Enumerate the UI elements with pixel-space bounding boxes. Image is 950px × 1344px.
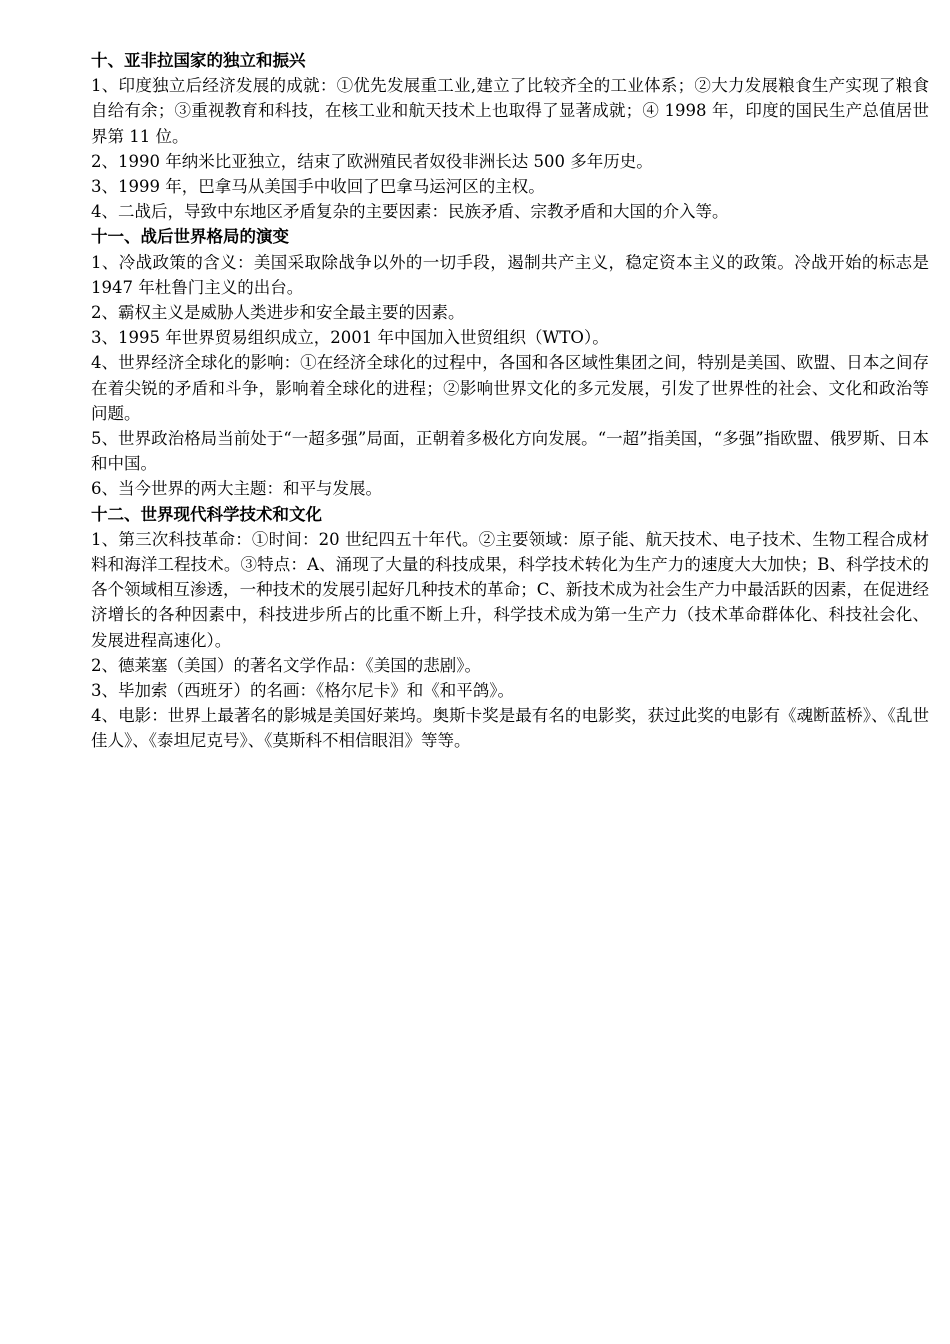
paragraph-item: 3、毕加索（西班牙）的名画：《格尔尼卡》和《和平鸽》。 — [91, 681, 514, 701]
section-heading: 十、亚非拉国家的独立和振兴 — [91, 51, 306, 70]
paragraph-item: 1、冷战政策的含义：美国采取除战争以外的一切手段，遏制共产主义，稳定资本主义的政策。冷战开始的标志是 1947 年杜鲁门主义的出台。 — [91, 252, 929, 297]
paragraph-item: 3、1995 年世界贸易组织成立，2001 年中国加入世贸组织（WTO）。 — [91, 328, 609, 348]
paragraph-item: 2、德莱塞（美国）的著名文学作品：《美国的悲剧》。 — [91, 655, 481, 675]
document-page — [91, 48, 929, 754]
paragraph-item: 2、霸权主义是威胁人类进步和安全最主要的因素。 — [91, 303, 465, 323]
paragraph-item: 4、电影：世界上最著名的影城是美国好莱坞。奥斯卡奖是最有名的电影奖，获过此奖的电影有《魂断蓝桥》、《乱世佳人》、《泰坦尼克号》、《莫斯科不相信眼泪》等等。 — [91, 706, 929, 751]
section-independence — [91, 48, 929, 224]
paragraph-item: 4、二战后，导致中东地区矛盾复杂的主要因素：民族矛盾、宗教矛盾和大国的介入等。 — [91, 202, 729, 222]
paragraph-item: 3、1999 年，巴拿马从美国手中收回了巴拿马运河区的主权。 — [91, 177, 545, 197]
paragraph-item: 6、当今世界的两大主题：和平与发展。 — [91, 479, 382, 499]
section-world-pattern — [91, 224, 929, 501]
section-science-culture — [91, 502, 929, 754]
paragraph-item: 1、第三次科技革命：①时间：20 世纪四五十年代。②主要领域：原子能、航天技术、电子技术、生物工程合成材料和海洋工程技术。③特点：A、涌现了大量的科技成果，科学技术转化为生产力的速度大大加快；B、科学技术的各个领域相互渗透，一种技术的发展引起好几种技术的革命；C、新技术成为社会生产力中最活跃的因素，在促进经济增长的各种因素中，科技进步所占的比重不断上升，科学技术成为第一生产力（技术革命群体化、科技社会化、发展进程高速化）。 — [91, 529, 929, 650]
paragraph-item: 4、世界经济全球化的影响：①在经济全球化的过程中，各国和各区域性集团之间，特别是美国、欧盟、日本之间存在着尖锐的矛盾和斗争，影响着全球化的进程；②影响世界文化的多元发展，引发了世界性的社会、文化和政治等问题。 — [91, 353, 929, 423]
paragraph-item: 5、世界政治格局当前处于“一超多强”局面，正朝着多极化方向发展。“一超”指美国，“多强”指欧盟、俄罗斯、日本和中国。 — [91, 429, 929, 474]
paragraph-item: 1、印度独立后经济发展的成就：①优先发展重工业,建立了比较齐全的工业体系；②大力发展粮食生产实现了粮食自给有余；③重视教育和科技，在核工业和航天技术上也取得了显著成就；④ 1998 年，印度的国民生产总值居世界第 11 位。 — [91, 76, 929, 146]
section-heading: 十一、战后世界格局的演变 — [91, 227, 289, 247]
paragraph-item: 2、1990 年纳米比亚独立，结束了欧洲殖民者奴役非洲长达 500 多年历史。 — [91, 151, 653, 171]
section-heading: 十二、世界现代科学技术和文化 — [91, 504, 322, 524]
